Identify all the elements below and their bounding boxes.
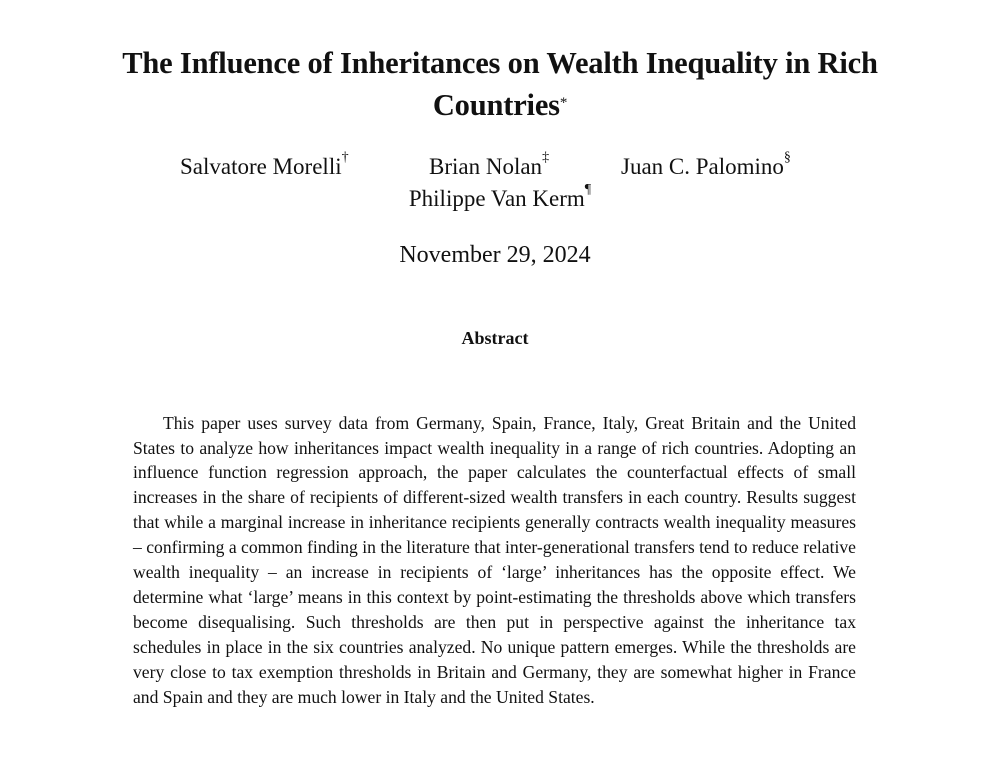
author-footnote-mark: ¶ — [584, 182, 592, 197]
author-morelli — [180, 150, 349, 180]
paper-title — [70, 42, 930, 126]
abstract-body: This paper uses survey data from Germany, Spain, France, Italy, Great Britain and the United States to analyze how inheritances impact wealth inequality in a range of rich countries. Adopting an influence function regression approach, the paper calculates the counterfactual effects of small increases in the share of recipients of different-sized wealth transfers in each country. Results suggest that while a marginal increase in inheritance recipients generally contracts wealth inequality measures – confirming a common finding in the literature that inter-generational transfers tend to reduce relative wealth inequality – an increase in recipients of ‘large’ inheritances has the opposite effect. We determine what ‘large’ means in this context by point-estimating the thresholds above which transfers become disequalising. Such thresholds are then put in perspective against the inheritance tax schedules in place in the six countries analyzed. No unique pattern emerges. While the thresholds are very close to tax exemption thresholds in Britain and Germany, they are somewhat higher in France and Spain and they are much lower in Italy and the United States. — [133, 412, 856, 707]
title-footnote-mark: * — [559, 95, 568, 111]
publication-date: November 29, 2024 — [399, 242, 591, 268]
author-footnote-mark: ‡ — [542, 150, 550, 165]
author-name: Philippe Van Kerm — [408, 186, 585, 211]
author-van-kerm — [408, 182, 592, 211]
author-nolan — [429, 150, 550, 180]
author-name: Brian Nolan — [429, 154, 543, 179]
author-footnote-mark: § — [783, 150, 791, 165]
author-footnote-mark: † — [341, 150, 349, 165]
author-list — [0, 150, 1000, 186]
author-name: Juan C. Palomino — [621, 154, 784, 179]
author-list-row-2 — [0, 182, 1000, 212]
abstract-heading: Abstract — [461, 328, 529, 348]
author-name: Salvatore Morelli — [180, 154, 342, 179]
paper-title-text: The Influence of Inheritances on Wealth Inequality in Rich Countries — [122, 46, 878, 122]
author-palomino — [621, 150, 791, 180]
